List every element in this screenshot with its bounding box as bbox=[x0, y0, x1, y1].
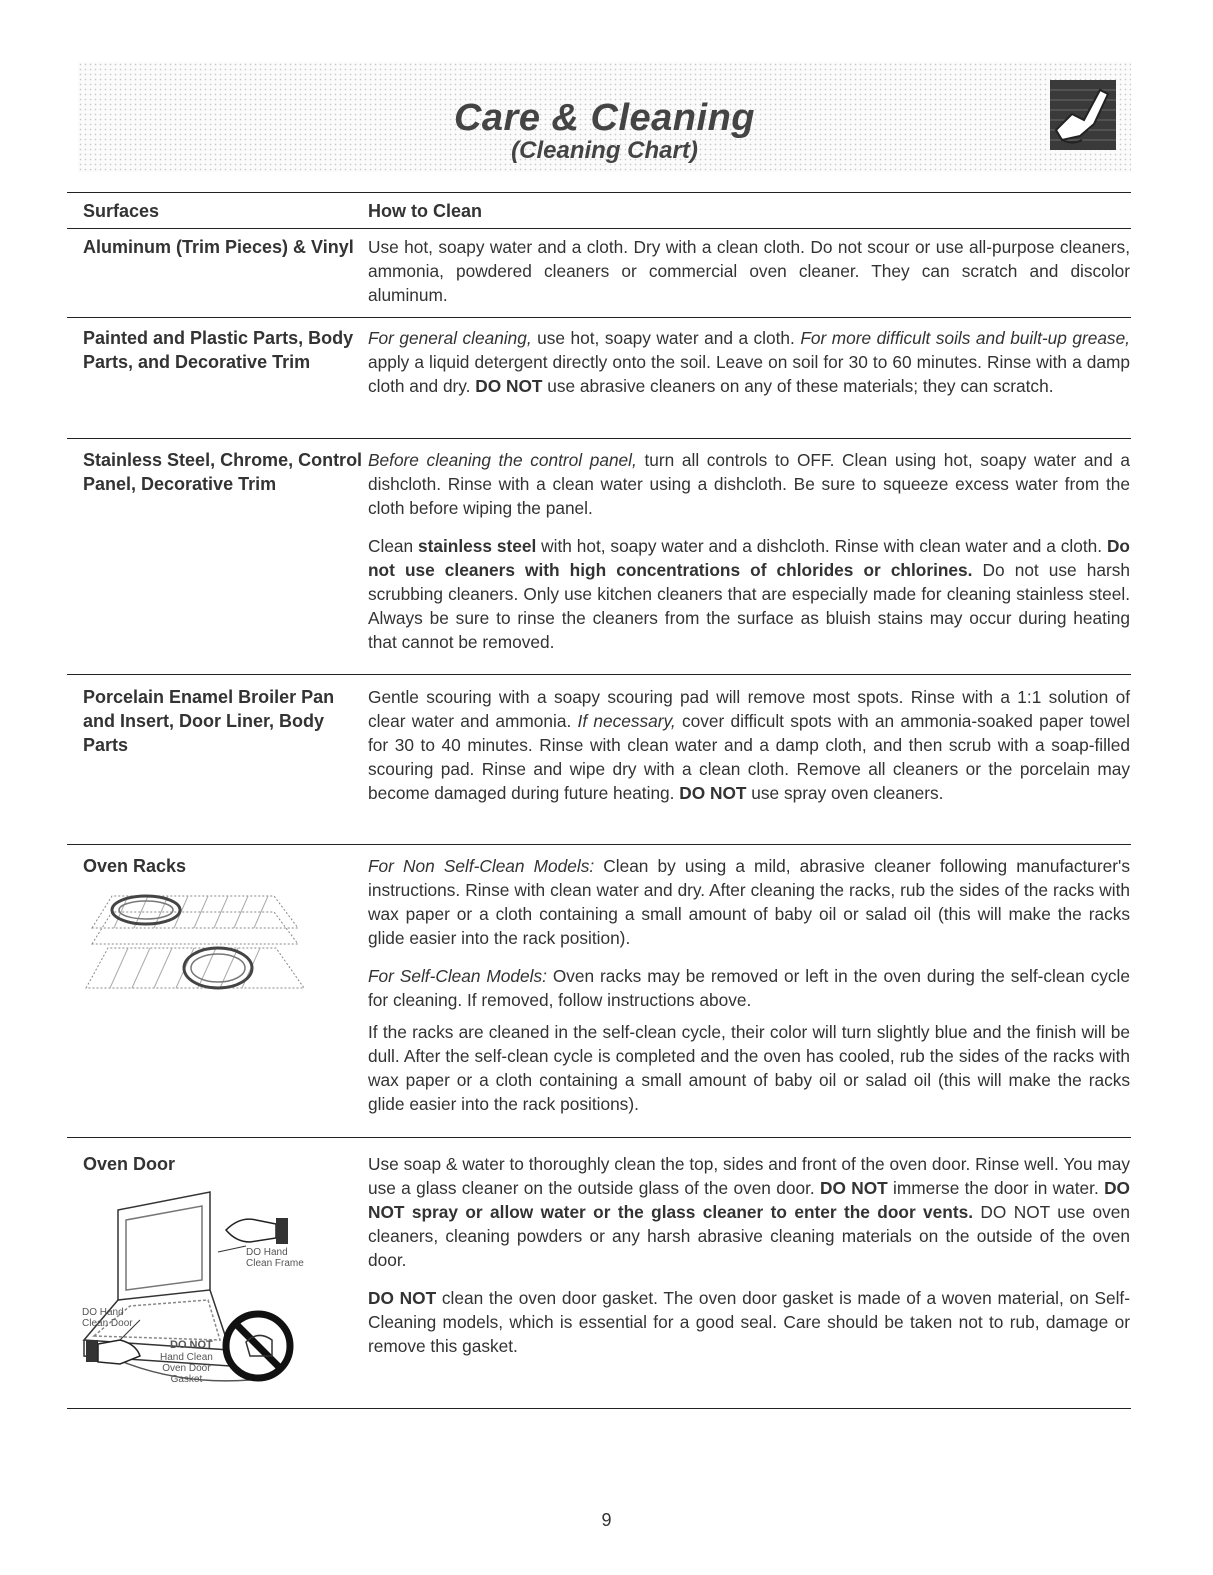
surface-label: Stainless Steel, Chrome, Control Panel, Decorative Trim bbox=[83, 450, 363, 494]
page-title: Care & Cleaning bbox=[453, 97, 756, 139]
label-line: Gasket bbox=[170, 1374, 203, 1385]
text-run: Clean by using a mild, abrasive cleaner following manufacturer's instructions. Rinse with clean water and dry. After cleaning the racks, rub the sides of the racks with wax paper or a cloth containing a small amount of baby oil or salad oil (this will make the racks glide easier into the rack position). bbox=[368, 856, 1130, 948]
text-run: Clean bbox=[368, 536, 419, 556]
italic-phrase: Before cleaning the control panel, bbox=[368, 450, 637, 470]
text-run: Gentle scouring with a soapy scouring pad will remove most spots. Rinse with a 1:1 solution of clear water and ammonia. bbox=[368, 687, 1130, 731]
warning-phrase: DO NOT bbox=[820, 1178, 888, 1198]
surface-label: Oven Racks bbox=[83, 856, 187, 876]
text-run: turn all controls to OFF. Clean using hot, soapy water and a dishcloth. Rinse with a clean water using a dishcloth. Be sure to squeeze excess water from the cloth before wiping the panel. bbox=[368, 450, 1130, 518]
oven-racks-illustration bbox=[84, 888, 306, 994]
how-to-clean-text bbox=[368, 685, 1130, 813]
label-line: Clean Frame bbox=[246, 1258, 304, 1269]
hand-icon bbox=[226, 1218, 288, 1244]
text-run: use hot, soapy water and a cloth. bbox=[531, 328, 801, 348]
label-line: DO Hand bbox=[246, 1247, 288, 1258]
page-header bbox=[78, 62, 1131, 172]
text-run: use spray oven cleaners. bbox=[746, 783, 944, 803]
text-run: apply a liquid detergent directly onto the soil. Leave on soil for 30 to 60 minutes. Rinse with a damp cloth and dry. bbox=[368, 352, 1130, 396]
italic-phrase: For Non Self-Clean Models: bbox=[368, 856, 595, 876]
italic-phrase: For general cleaning, bbox=[368, 328, 532, 348]
warning-phrase: DO NOT spray or allow water or the glass cleaner to enter the door vents. bbox=[368, 1178, 1130, 1222]
label-line: DO NOT bbox=[170, 1339, 213, 1351]
how-to-clean-text bbox=[368, 448, 1130, 662]
label-do-not-clean-gasket bbox=[170, 1340, 213, 1351]
label-line: Hand Clean bbox=[160, 1352, 213, 1363]
text-run: cover difficult spots with an ammonia-soaked paper towel for 30 to 40 minutes. Rinse with clean water and a damp cloth, and then scrub with a soap-filled scouring pad. Rinse and wipe dry with a clean cloth. Remove all cleaners or the porcelain may become damaged during future heating. bbox=[368, 711, 1130, 803]
row-rule bbox=[67, 1137, 1131, 1138]
surface-label: Porcelain Enamel Broiler Pan and Insert, Door Liner, Body Parts bbox=[83, 687, 335, 755]
text-run: immerse the door in water. bbox=[887, 1178, 1105, 1198]
label-line: DO Hand bbox=[82, 1307, 124, 1318]
label-do-hand-clean-door bbox=[82, 1307, 133, 1329]
text-run: DO NOT use oven cleaners, cleaning powders or any harsh abrasive cleaning materials on the outside of the oven door. bbox=[368, 1202, 1130, 1270]
page-number: 9 bbox=[601, 1510, 612, 1530]
label-gasket-detail bbox=[160, 1352, 213, 1385]
prohibited-icon bbox=[226, 1314, 290, 1378]
how-to-clean-text bbox=[368, 235, 1130, 315]
text-run: Use soap & water to thoroughly clean the top, sides and front of the oven door. Rinse well. You may use a glass cleaner on the outside glass of the oven door. bbox=[368, 1154, 1130, 1198]
text-run: Do not use harsh scrubbing cleaners. Only use kitchen cleaners that are especially made for cleaning stainless steel. Always be sure to rinse the cleaners from the surface as bluish stains may occur during heating that cannot be removed. bbox=[368, 560, 1130, 652]
bold-phrase: stainless steel bbox=[418, 536, 537, 556]
header-rule bbox=[67, 228, 1131, 229]
how-paragraph: Use hot, soapy water and a cloth. Dry with a clean cloth. Do not scour or use all-purpose cleaners, ammonia, powdered cleaners or commercial oven cleaner. They can scratch and discolor aluminum. bbox=[368, 237, 1130, 305]
how-to-clean-text bbox=[368, 854, 1130, 1124]
label-line: Clean Door bbox=[82, 1318, 133, 1329]
surface-label: Painted and Plastic Parts, Body Parts, and Decorative Trim bbox=[83, 328, 354, 372]
row-rule bbox=[67, 438, 1131, 439]
text-run: clean the oven door gasket. The oven door gasket is made of a woven material, on Self-Cleaning models, which is essential for a good seal. Care should be taken not to rub, damage or remove this gasket. bbox=[368, 1288, 1130, 1356]
text-run: with hot, soapy water and a dishcloth. Rinse with clean water and a cloth. bbox=[536, 536, 1107, 556]
italic-phrase: For more difficult soils and built-up grease, bbox=[800, 328, 1130, 348]
row-rule bbox=[67, 317, 1131, 318]
surface-label: Oven Door bbox=[83, 1154, 176, 1174]
text-run: If the racks are cleaned in the self-clean cycle, their color will turn slightly blue and the finish will be dull. After the self-clean cycle is completed and the oven has cooled, rub the sides of the racks with wax paper or a cloth containing a small amount of baby oil or salad oil (this will make the racks glide easier into the rack positions). bbox=[368, 1022, 1130, 1114]
how-to-clean-text bbox=[368, 326, 1130, 406]
italic-phrase: For Self-Clean Models: bbox=[368, 966, 547, 986]
column-header-how-to-clean: How to Clean bbox=[368, 201, 483, 221]
warning-phrase: Do not use cleaners with high concentrations of chlorides or chlorines. bbox=[368, 536, 1130, 580]
row-rule bbox=[67, 674, 1131, 675]
italic-phrase: If necessary, bbox=[577, 711, 676, 731]
table-top-rule bbox=[67, 192, 1131, 193]
warning-phrase: DO NOT bbox=[679, 783, 747, 803]
surface-label: Aluminum (Trim Pieces) & Vinyl bbox=[83, 237, 354, 257]
warning-phrase: DO NOT bbox=[368, 1288, 437, 1308]
hand-cleaning-icon bbox=[1050, 80, 1116, 150]
text-run: use abrasive cleaners on any of these materials; they can scratch. bbox=[542, 376, 1054, 396]
page-subtitle: (Cleaning Chart) bbox=[511, 137, 698, 164]
warning-phrase: DO NOT bbox=[475, 376, 543, 396]
table-bottom-rule bbox=[67, 1408, 1131, 1409]
how-to-clean-text bbox=[368, 1152, 1130, 1366]
text-run: Oven racks may be removed or left in the oven during the self-clean cycle for cleaning. If removed, follow instructions above. bbox=[368, 966, 1130, 1010]
label-line: Oven Door bbox=[162, 1363, 211, 1374]
row-rule bbox=[67, 844, 1131, 845]
label-do-hand-clean-frame bbox=[246, 1247, 304, 1269]
column-header-surfaces: Surfaces bbox=[83, 201, 160, 221]
